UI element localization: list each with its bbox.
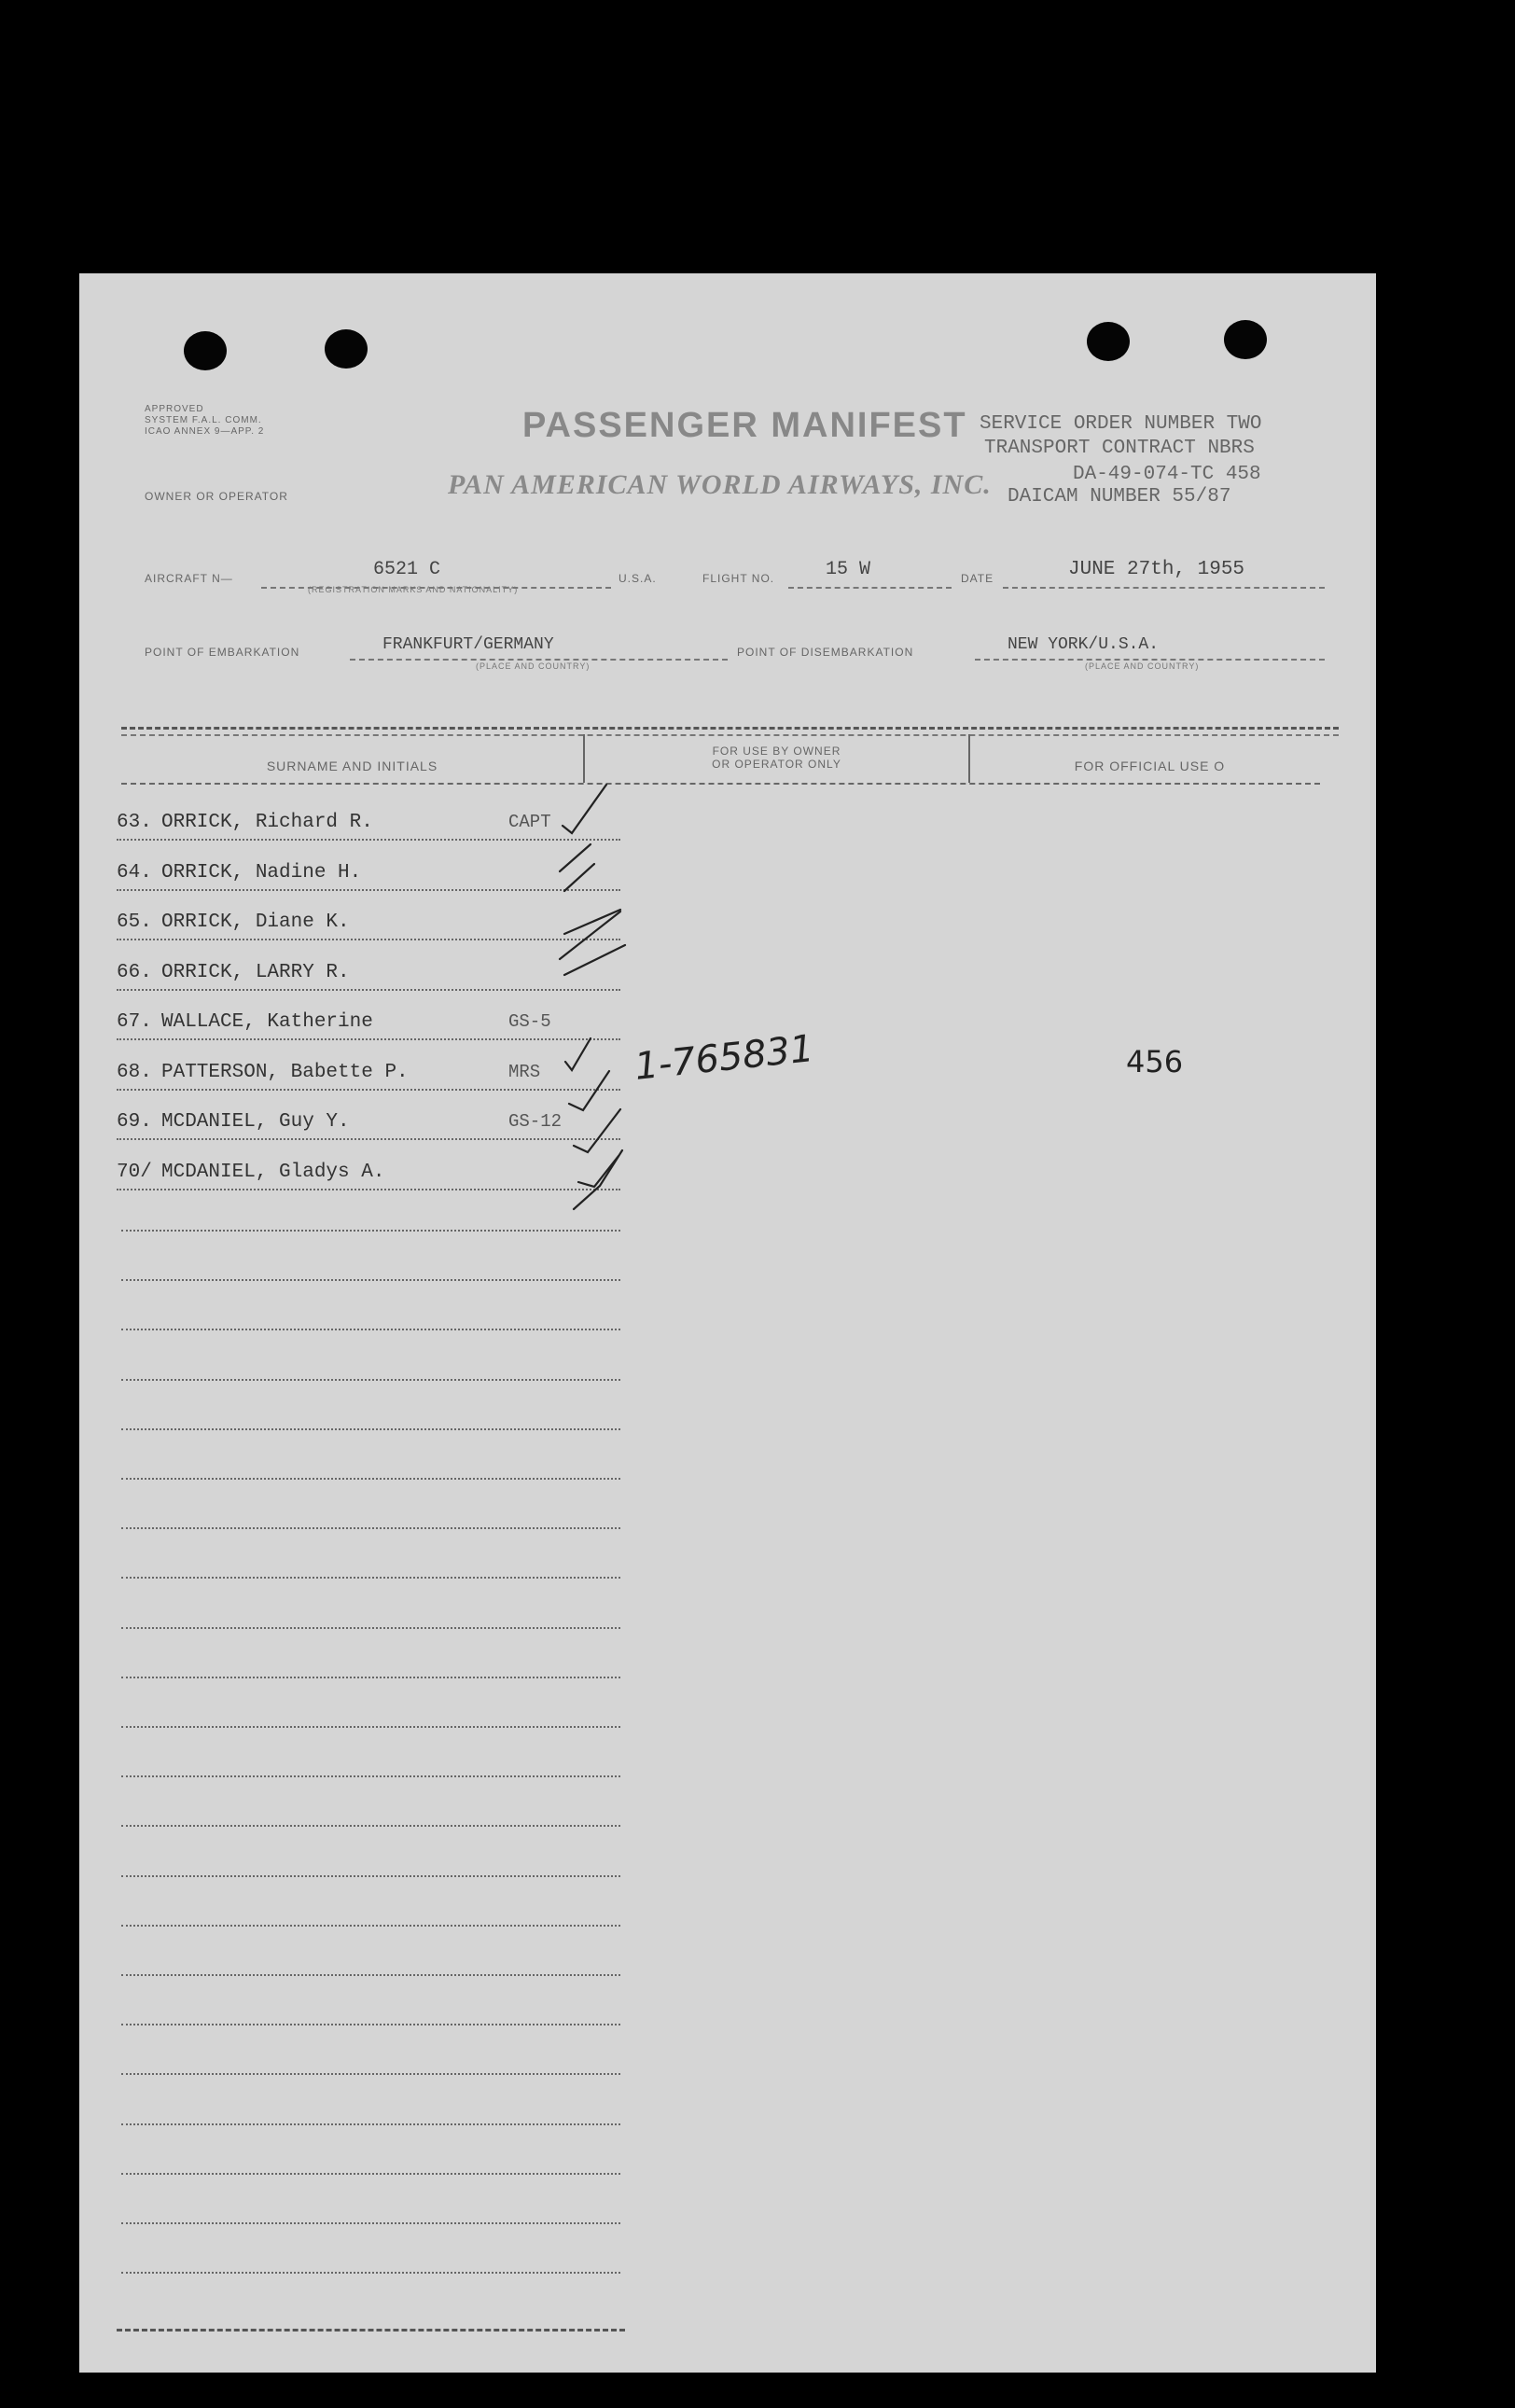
embarkation-label: POINT OF EMBARKATION	[145, 646, 300, 659]
service-line-3: DA-49-074-TC 458	[1073, 464, 1261, 485]
flight-label: FLIGHT NO.	[702, 572, 775, 585]
check-mark-7	[565, 1038, 591, 1070]
passenger-name: WALLACE, Katherine	[161, 1011, 373, 1033]
embarkation-sublabel: (PLACE AND COUNTRY)	[476, 661, 591, 671]
approved-line-1: APPROVED	[145, 404, 204, 414]
owner-column-header-line-2: OR OPERATOR ONLY	[712, 758, 841, 771]
check-mark-2	[560, 844, 591, 871]
ticket-number-handwritten: 1-765831	[632, 1027, 816, 1089]
passenger-number: 63.	[117, 812, 152, 833]
aircraft-label: AIRCRAFT N—	[145, 572, 233, 585]
passenger-name: ORRICK, Diane K.	[161, 912, 350, 933]
check-mark-10	[578, 1156, 619, 1187]
check-mark-1	[563, 785, 606, 833]
aircraft-value: 6521 C	[373, 559, 441, 580]
disembarkation-value: NEW YORK/U.S.A.	[1008, 635, 1160, 654]
service-line-4: DAICAM NUMBER 55/87	[1008, 486, 1231, 508]
service-line-1: SERVICE ORDER NUMBER TWO	[980, 413, 1262, 435]
date-value: JUNE 27th, 1955	[1068, 559, 1245, 580]
approved-line-3: ICAO ANNEX 9—APP. 2	[145, 426, 265, 437]
approved-line-2: SYSTEM F.A.L. COMM.	[145, 415, 262, 425]
owner-column-header-line-1: FOR USE BY OWNER	[712, 745, 841, 758]
disembarkation-label: POINT OF DISEMBARKATION	[737, 646, 914, 659]
official-column-header: FOR OFFICIAL USE O	[1074, 759, 1226, 773]
passenger-number: 69.	[117, 1111, 152, 1133]
passenger-number: 67.	[117, 1011, 152, 1033]
check-mark-8	[569, 1071, 609, 1110]
passenger-name: ORRICK, LARRY R.	[161, 961, 350, 983]
passenger-number: 65.	[117, 912, 152, 933]
check-mark-4	[564, 910, 620, 934]
date-label: DATE	[961, 572, 994, 585]
official-number-handwritten: 456	[1126, 1044, 1184, 1079]
passenger-name: ORRICK, Richard R.	[161, 812, 373, 833]
registration-sublabel: (REGISTRATION MARKS AND NATIONALITY)	[308, 585, 519, 594]
passenger-number: 66.	[117, 961, 152, 983]
passenger-title: GS-5	[508, 1011, 551, 1032]
passenger-number: 64.	[117, 861, 152, 884]
passenger-name: PATTERSON, Babette P.	[161, 1061, 409, 1083]
disembarkation-sublabel: (PLACE AND COUNTRY)	[1085, 661, 1200, 671]
passenger-number: 68.	[117, 1061, 152, 1083]
table-bottom-rule	[117, 2329, 625, 2331]
check-marks	[79, 273, 1376, 2373]
check-mark-3	[564, 864, 594, 891]
usa-label: U.S.A.	[619, 572, 657, 585]
flight-value: 15 W	[826, 559, 871, 580]
passenger-name: ORRICK, Nadine H.	[161, 861, 362, 884]
service-line-2: TRANSPORT CONTRACT NBRS	[984, 438, 1255, 459]
manifest-sheet	[79, 273, 1376, 2373]
passenger-name: MCDANIEL, Gladys A.	[161, 1161, 385, 1183]
check-mark-9	[574, 1109, 620, 1152]
passenger-title: CAPT	[508, 812, 551, 832]
passenger-number: 70/	[117, 1161, 152, 1183]
airline-name: PAN AMERICAN WORLD AIRWAYS, INC.	[448, 469, 992, 500]
surname-column-header: SURNAME AND INITIALS	[266, 759, 438, 773]
owner-operator-label: OWNER OR OPERATOR	[145, 490, 288, 503]
passenger-name: MCDANIEL, Guy Y.	[161, 1111, 350, 1133]
passenger-title: MRS	[508, 1061, 541, 1082]
passenger-title: GS-12	[508, 1111, 563, 1132]
page-title: PASSENGER MANIFEST	[522, 406, 967, 445]
embarkation-value: FRANKFURT/GERMANY	[382, 635, 554, 654]
